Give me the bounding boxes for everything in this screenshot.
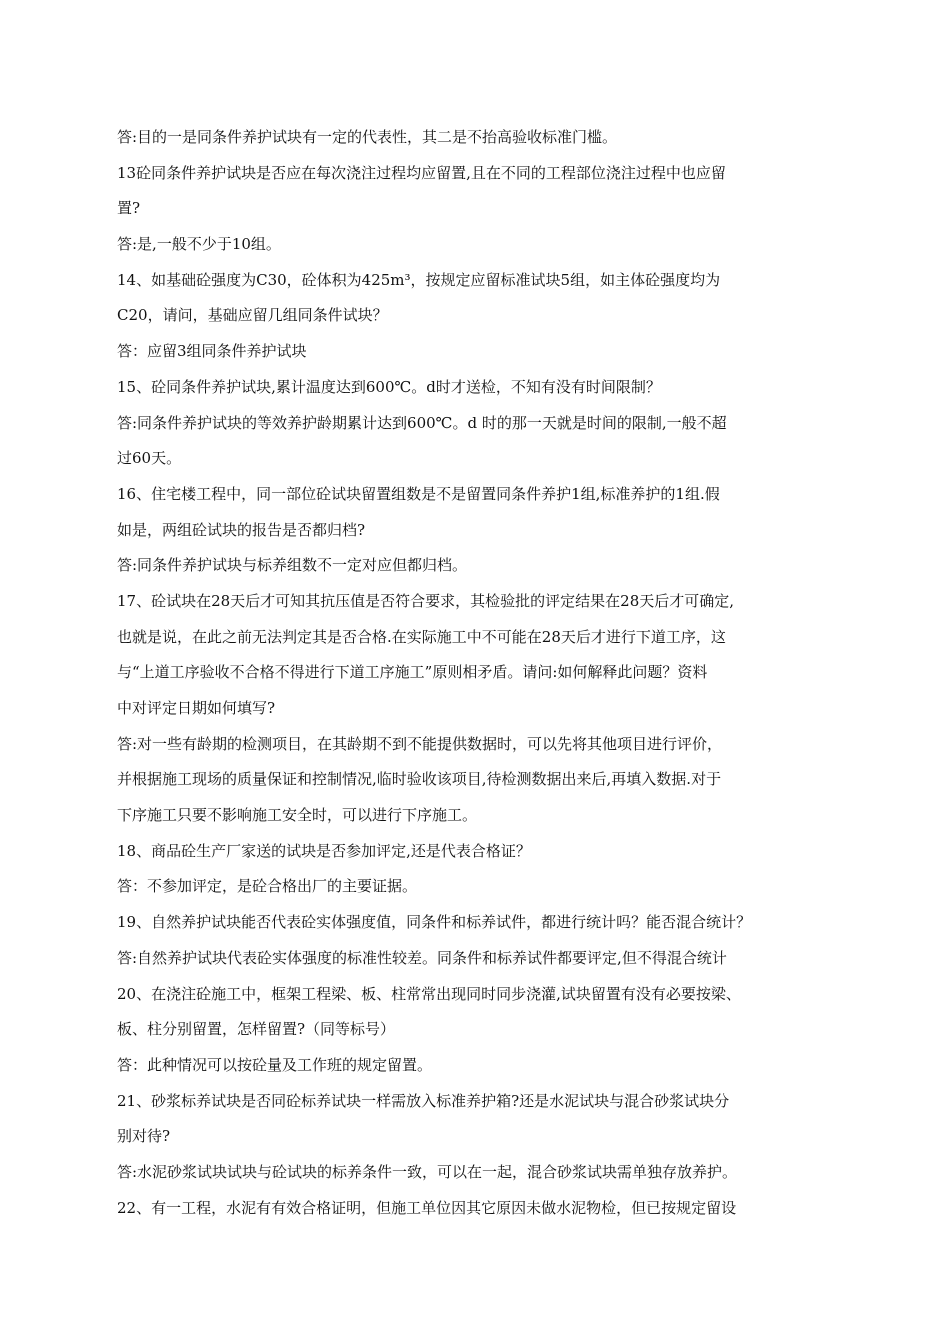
text-line: 答：应留3组同条件养护试块 [117,342,307,361]
text-line: 置? [117,199,141,218]
text-line: 22、有一工程，水泥有有效合格证明，但施工单位因其它原因未做水泥物检，但已按规定留设 [117,1198,737,1217]
text-line: 答:是,一般不少于10组。 [117,235,281,254]
text-line: 16、住宅楼工程中，同一部位砼试块留置组数是不是留置同条件养护1组,标准养护的1组.假 [117,484,720,503]
text-line: 并根据施工现场的质量保证和控制情况,临时验收该项目,待检测数据出来后,再填入数据.对于 [117,770,722,789]
text-line: 21、砂浆标养试块是否同砼标养试块一样需放入标准养护箱?还是水泥试块与混合砂浆试块分 [117,1091,730,1110]
text-line: 19、自然养护试块能否代表砼实体强度值，同条件和标养试件，都进行统计吗？能否混合统计？ [117,913,752,932]
text-line: 13砼同条件养护试块是否应在每次浇注过程均应留置,且在不同的工程部位浇注过程中也应留 [117,163,726,182]
text-line: 18、商品砼生产厂家送的试块是否参加评定,还是代表合格证？ [117,841,531,860]
text-line: C20，请问，基础应留几组同条件试块？ [117,306,388,325]
text-line: 如是，两组砼试块的报告是否都归档? [117,520,366,539]
text-line: 答:水泥砂浆试块试块与砼试块的标养条件一致，可以在一起，混合砂浆试块需单独存放养护。 [117,1162,738,1181]
text-line: 中对评定日期如何填写? [117,699,276,717]
document-body [117,120,817,1226]
text-line: 答：不参加评定，是砼合格出厂的主要证据。 [117,877,418,896]
text-line: 别对待? [117,1127,171,1146]
text-line: 板、柱分别留置，怎样留置?（同等标号） [117,1020,396,1039]
text-line: 也就是说，在此之前无法判定其是否合格.在实际施工中不可能在28天后才进行下道工序，这 [117,627,726,646]
text-line: 答:同条件养护试块与标养组数不一定对应但都归档。 [117,556,468,575]
text-line: 答：此种情况可以按砼量及工作班的规定留置。 [117,1055,433,1074]
text-line: 过60天。 [117,449,182,468]
text-line: 下序施工只要不影响施工安全时，可以进行下序施工。 [117,806,478,825]
text-line: 15、砼同条件养护试块,累计温度达到600℃。d时才送检，不知有没有时间限制？ [117,377,661,396]
text-line: 答:目的一是同条件养护试块有一定的代表性，其二是不抬高验收标准门槛。 [117,128,618,146]
text-line: 与“上道工序验收不合格不得进行下道工序施工”原则相矛盾。请问:如何解释此问题？资料 [117,663,708,682]
text-line: 17、砼试块在28天后才可知其抗压值是否符合要求，其检验批的评定结果在28天后才可确定, [117,591,735,610]
text-line: 14、如基础砼强度为C30，砼体积为425m³，按规定应留标准试块5组，如主体砼强度均为 [117,270,721,289]
text-line: 20、在浇注砼施工中，框架工程梁、板、柱常常出现同时同步浇灌,试块留置有没有必要按梁、 [117,984,741,1003]
text-line: 答:对一些有龄期的检测项目，在其龄期不到不能提供数据时，可以先将其他项目进行评价， [117,734,723,753]
text-line: 答:同条件养护试块的等效养护龄期累计达到600℃。d 时的那一天就是时间的限制,一般不超 [117,413,727,432]
text-line: 答:自然养护试块代表砼实体强度的标准性较差。同条件和标养试件都要评定,但不得混合统计 [117,948,727,967]
